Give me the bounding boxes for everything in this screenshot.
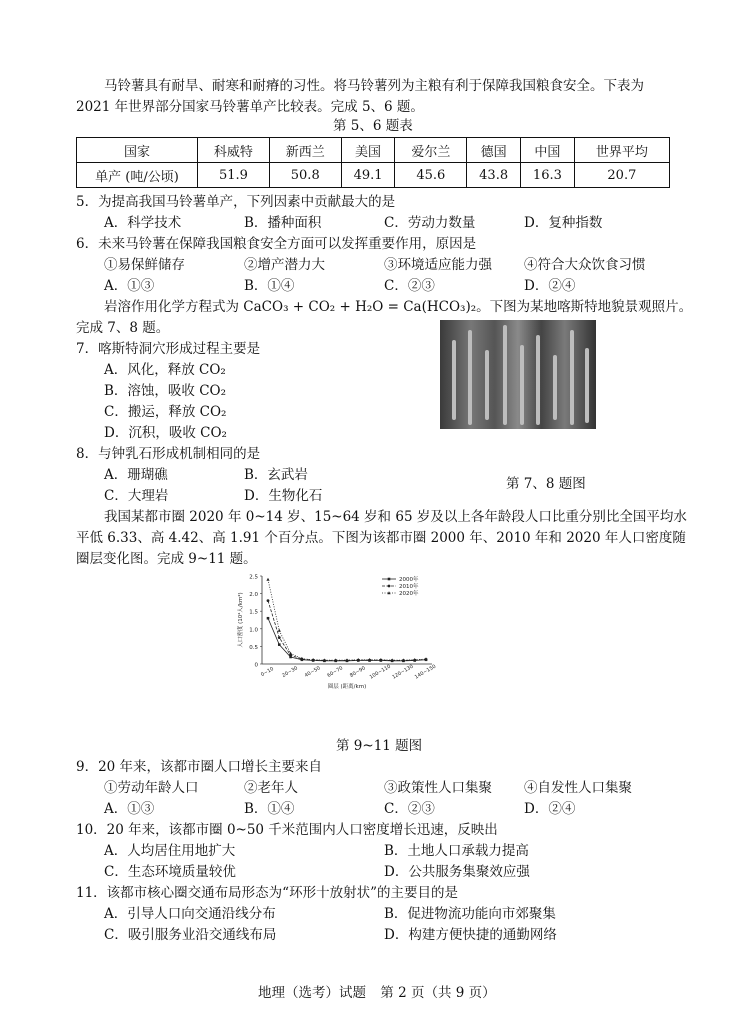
q9-item-4: ④自发性人口集聚 <box>524 780 632 796</box>
q7-option-b: B．溶蚀，吸收 CO₂ <box>104 383 227 399</box>
table-row <box>77 163 670 188</box>
intro-56-line2: 2021 年世界部分国家马铃薯单产比较表。完成 5、6 题。 <box>76 99 424 115</box>
legend-marker <box>388 585 391 588</box>
y-tick-label: 2.0 <box>249 592 258 599</box>
q10-option-d: D．公共服务集聚效应强 <box>384 864 530 880</box>
q5-option-c: C．劳动力数量 <box>384 215 476 231</box>
q9-option-b: B．①④ <box>244 801 295 817</box>
population-density-chart <box>232 568 442 694</box>
x-tick-label: 100~110 <box>368 663 392 681</box>
table-header-cell: 国家 <box>77 138 198 163</box>
q5-option-b: B．播种面积 <box>244 215 322 231</box>
table-title: 第 5、6 题表 <box>333 118 413 134</box>
legend-label: 2010年 <box>399 584 419 590</box>
x-tick-label: 120~130 <box>391 663 415 681</box>
table-cell: 51.9 <box>198 163 270 188</box>
intro-911-line1: 我国某都市圈 2020 年 0~14 岁、15~64 岁和 65 岁及以上各年龄段人口比重分别比全国平均水 <box>104 509 687 525</box>
table-header-cell: 科威特 <box>198 138 270 163</box>
q8-option-d: D．生物化石 <box>244 488 323 504</box>
table-header-cell: 德国 <box>467 138 521 163</box>
intro-911-line2: 平低 6.33、高 4.42、高 1.91 个百分点。下图为该都市圈 2000 年、2010 年和 2020 年人口密度随 <box>76 530 686 546</box>
table-header-cell: 美国 <box>341 138 395 163</box>
q6-option-a: A．①③ <box>104 278 155 294</box>
q10-option-c: C．生态环境质量较优 <box>104 864 236 880</box>
q8-stem: 8．与钟乳石形成机制相同的是 <box>76 446 261 462</box>
footer-subject: 地理（选考）试题 <box>258 985 366 1001</box>
q6-option-c: C．②③ <box>384 278 435 294</box>
table-cell: 单产 (吨/公顷) <box>77 163 198 188</box>
q5-stem: 5．为提高我国马铃薯单产，下列因素中贡献最大的是 <box>76 194 396 210</box>
q9-option-a: A．①③ <box>104 801 155 817</box>
table-header-cell: 世界平均 <box>574 138 669 163</box>
q11-stem: 11．该都市核心圈交通布局形态为“环形十放射状”的主要目的是 <box>76 885 458 901</box>
intro-78-line1: 岩溶作用化学方程式为 CaCO₃ + CO₂ + H₂O = Ca(HCO₃)₂。下图为某地喀斯特地貌景观照片。 <box>104 299 693 315</box>
table-cell: 50.8 <box>269 163 341 188</box>
data-point <box>278 629 281 632</box>
x-tick-label: 80~90 <box>348 665 367 679</box>
q7-stem: 7．喀斯特洞穴形成过程主要是 <box>76 341 261 357</box>
q6-option-d: D．②④ <box>524 278 576 294</box>
y-tick-label: 0.5 <box>249 644 258 651</box>
x-tick-label: 20~30 <box>281 665 299 679</box>
x-tick-label: 0~10 <box>260 666 275 679</box>
q9-item-2: ②老年人 <box>244 780 298 796</box>
fig911-caption: 第 9~11 题图 <box>336 738 423 754</box>
q5-option-a: A．科学技术 <box>104 215 182 231</box>
intro-56-line1: 马铃薯具有耐旱、耐寒和耐瘠的习性。将马铃薯列为主粮有利于保障我国粮食安全。下表为 <box>104 78 644 94</box>
q8-option-b: B．玄武岩 <box>244 467 308 483</box>
x-tick-label: 60~70 <box>326 665 345 679</box>
x-axis-label: 圈层 (距离/km) <box>327 684 367 690</box>
q10-stem: 10．20 年来，该都市圈 0~50 千米范围内人口密度增长迅速，反映出 <box>76 822 498 838</box>
data-point <box>289 652 292 655</box>
fig78-caption: 第 7、8 题图 <box>506 476 586 492</box>
series-line-2010年 <box>268 601 426 661</box>
footer <box>258 983 496 1004</box>
y-tick-label: 1.5 <box>249 609 258 616</box>
yield-table <box>76 137 670 188</box>
q7-option-c: C．搬运，释放 CO₂ <box>104 404 227 420</box>
q8-option-c: C．大理岩 <box>104 488 169 504</box>
table-cell: 49.1 <box>341 163 395 188</box>
q9-item-1: ①劳动年龄人口 <box>104 780 199 796</box>
x-tick-label: 140~150 <box>413 663 438 681</box>
q7-option-a: A．风化，释放 CO₂ <box>104 362 226 378</box>
q11-option-c: C．吸引服务业沿交通线布局 <box>104 927 277 943</box>
q6-item-2: ②增产潜力大 <box>244 257 325 273</box>
q8-option-a: A．珊瑚礁 <box>104 467 168 483</box>
q6-option-b: B．①④ <box>244 278 295 294</box>
data-point <box>267 599 270 602</box>
data-point <box>266 578 269 581</box>
q6-item-4: ④符合大众饮食习惯 <box>524 257 646 273</box>
q7-option-d: D．沉积，吸收 CO₂ <box>104 425 227 441</box>
y-tick-label: 1.0 <box>249 627 258 634</box>
q6-item-3: ③环境适应能力强 <box>384 257 492 273</box>
q9-option-c: C．②③ <box>384 801 435 817</box>
q9-stem: 9．20 年来，该都市圈人口增长主要来自 <box>76 759 323 775</box>
table-cell: 20.7 <box>574 163 669 188</box>
legend-label: 2020年 <box>399 591 419 597</box>
table-cell: 45.6 <box>395 163 467 188</box>
y-tick-label: 0 <box>254 662 258 669</box>
q10-option-b: B．土地人口承载力提高 <box>384 843 529 859</box>
x-tick-label: 40~50 <box>303 665 322 679</box>
q11-option-b: B．促进物流功能向市郊聚集 <box>384 906 556 922</box>
y-axis-label: 人口密度 (10⁴人/km²) <box>238 592 244 648</box>
q6-stem: 6．未来马铃薯在保障我国粮食安全方面可以发挥重要作用，原因是 <box>76 236 477 252</box>
q11-option-a: A．引导人口向交通沿线分布 <box>104 906 276 922</box>
karst-cave-photo <box>440 320 596 429</box>
data-point <box>267 617 270 620</box>
data-point <box>278 636 281 639</box>
data-point <box>278 643 281 646</box>
table-cell: 43.8 <box>467 163 521 188</box>
intro-911-line3: 圈层变化图。完成 9~11 题。 <box>76 551 257 567</box>
q9-option-d: D．②④ <box>524 801 576 817</box>
table-header-row <box>77 138 670 163</box>
table-header-cell: 新西兰 <box>269 138 341 163</box>
table-header-cell: 中国 <box>521 138 575 163</box>
intro-78-line2: 完成 7、8 题。 <box>76 320 170 336</box>
table-cell: 16.3 <box>521 163 575 188</box>
q9-item-3: ③政策性人口集聚 <box>384 780 492 796</box>
y-tick-label: 2.5 <box>249 574 258 581</box>
footer-page: 第 2 页（共 9 页） <box>380 985 496 1001</box>
q11-option-d: D．构建方便快捷的通勤网络 <box>384 927 557 943</box>
q6-item-1: ①易保鲜储存 <box>104 257 185 273</box>
legend-marker <box>388 578 391 581</box>
legend-label: 2000年 <box>399 577 419 583</box>
q10-option-a: A．人均居住用地扩大 <box>104 843 236 859</box>
q5-option-d: D．复种指数 <box>524 215 603 231</box>
table-header-cell: 爱尔兰 <box>395 138 467 163</box>
